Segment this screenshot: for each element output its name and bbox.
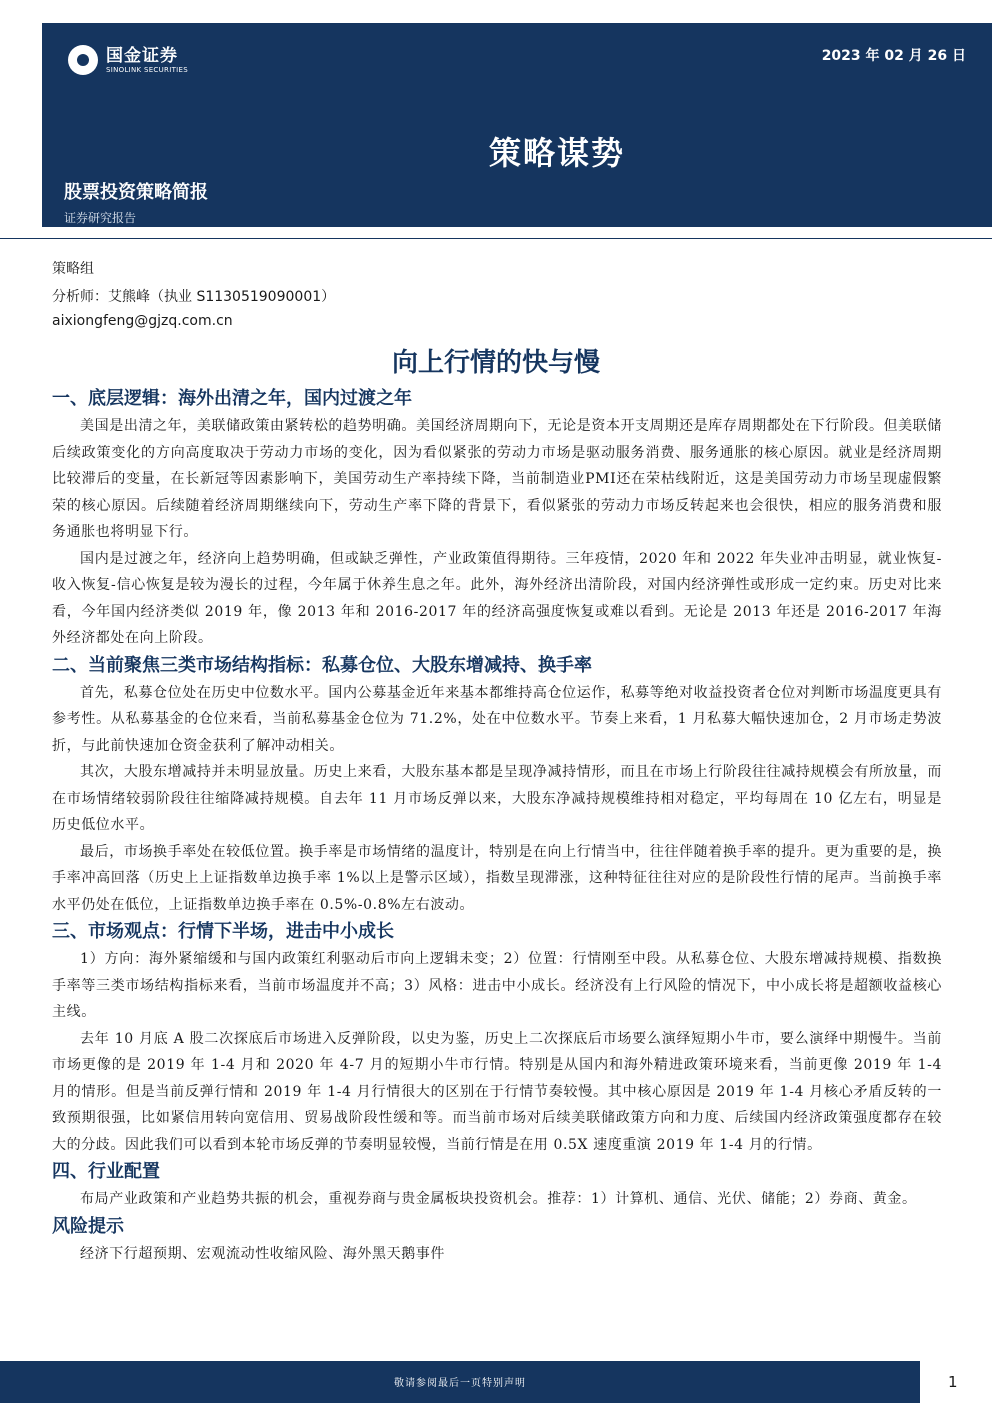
body-paragraph: 首先，私募仓位处在历史中位数水平。国内公募基金近年来基本都维持高仓位运作，私募等绝对收益投资者仓位对判断市场温度更具有参考性。从私募基金的仓位来看，当前私募基金仓位为 71.2%，处在中位数水平。节奏上来看，1 月私募大幅快速加仓，2 月市场走势波折，与此前快速加仓资金获利了解冲动相关。 [52, 684, 942, 754]
header-divider [0, 238, 992, 239]
analyst-info: 分析师：艾熊峰（执业 S1130519090001） [52, 289, 336, 305]
column-title: 策略谋势 [488, 134, 625, 172]
brand-logo-icon [68, 45, 98, 75]
report-series: 股票投资策略简报 [64, 182, 208, 203]
brand-name-en: SINOLINK SECURITIES [106, 65, 188, 74]
body-paragraph: 去年 10 月底 A 股二次探底后市场进入反弹阶段，以史为鉴，历史上二次探底后市场要么演绎短期小牛市，要么演绎中期慢牛。当前市场更像的是 2019 年 1-4 月和 2020 年 4-7 月的短期小牛市行情。特别是从国内和海外精进政策环境来看，当前更像 2019 年 1-4 月的情形。但是当前反弹行情和 2019 年 1-4 月行情很大的区别在于行情节奏较慢。其中核心原因是 2019 年 1-4 月核心矛盾反转的一致预期很强，比如紧信用转向宽信用、贸易战阶段性缓和等。而当前市场对后续美联储政策方向和力度、后续国内经济政策强度都存在较大的分歧。因此我们可以看到本轮市场反弹的节奏明显较慢，当前行情是在用 0.5X 速度重演 2019 年 1-4 月的行情。 [52, 1030, 942, 1153]
report-type: 证券研究报告 [64, 211, 137, 225]
body-paragraph: 1）方向：海外紧缩缓和与国内政策红利驱动后市向上逻辑未变；2）位置：行情刚至中段。从私募仓位、大股东增减持规模、指数换手率等三类市场结构指标来看，当前市场温度并不高；3）风格：进击中小成长。经济没有上行风险的情况下，中小成长将是超额收益核心主线。 [52, 951, 942, 1020]
brand-name-cn: 国金证券 [106, 45, 178, 66]
body-paragraph: 其次，大股东增减持并未明显放量。历史上来看，大股东基本都是呈现净减持情形，而且在市场上行阶段往往减持规模会有所放量，而在市场情绪较弱阶段往往缩降减持规模。自去年 11 月市场反弹以来，大股东净减持规模维持相对稳定，平均每周在 10 亿左右，明显是历史低位水平。 [52, 764, 942, 833]
risk-paragraph: 经济下行超预期、宏观流动性收缩风险、海外黑天鹅事件 [80, 1245, 445, 1262]
brand-logo [68, 45, 188, 75]
report-date: 2023 年 02 月 26 日 [821, 48, 966, 64]
section-heading: 二、当前聚焦三类市场结构指标：私募仓位、大股东增减持、换手率 [52, 654, 592, 676]
analyst-email[interactable]: aixiongfeng@gjzq.com.cn [52, 313, 233, 329]
body-paragraph: 美国是出清之年，美联储政策由紧转松的趋势明确。美国经济周期向下，无论是资本开支周期还是库存周期都处在下行阶段。但美联储后续政策变化的方向高度取决于劳动力市场的变化，因为看似紧张的劳动力市场是驱动服务消费、服务通胀的核心原因。就业是经济周期比较滞后的变量，在长新冠等因素影响下，美国劳动生产率持续下降，当前制造业PMI还在荣枯线附近，这是美国劳动力市场呈现虚假繁荣的核心原因。后续随着经济周期继续向下，劳动生产率下降的背景下，看似紧张的劳动力市场反转起来也会很快，相应的服务消费和服务通胀也将明显下行。 [52, 418, 942, 540]
team-label: 策略组 [52, 261, 94, 277]
report-body [52, 385, 942, 1267]
body-paragraph: 最后，市场换手率处在较低位置。换手率是市场情绪的温度计，特别是在向上行情当中，往往伴随着换手率的提升。更为重要的是，换手率冲高回落（历史上上证指数单边换手率 1%以上是警示区域），指数呈现滞涨，这种特征往往对应的是阶段性行情的尾声。当前换手率水平仍处在低位，上证指数单边换手率在 0.5%-0.8%左右波动。 [52, 843, 942, 913]
body-paragraph: 国内是过渡之年，经济向上趋势明确，但或缺乏弹性，产业政策值得期待。三年疫情，2020 年和 2022 年失业冲击明显，就业恢复-收入恢复-信心恢复是较为漫长的过程，今年属于休养生息之年。此外，海外经济出清阶段，对国内经济弹性或形成一定约束。历史对比来看，今年国内经济类似 2019 年，像 2013 年和 2016-2017 年的经济高强度恢复或难以看到。无论是 2013 年还是 2016-2017 年海外经济都处在向上阶段。 [52, 550, 942, 646]
report-header-banner [42, 23, 992, 227]
risk-heading: 风险提示 [52, 1215, 124, 1237]
disclaimer-note: 敬请参阅最后一页特别声明 [394, 1378, 526, 1389]
document-title: 向上行情的快与慢 [391, 348, 600, 378]
section-heading: 四、行业配置 [52, 1161, 160, 1182]
body-paragraph: 布局产业政策和产业趋势共振的机会，重视券商与贵金属板块投资机会。推荐：1）计算机、通信、光伏、储能；2）券商、黄金。 [80, 1191, 917, 1207]
footer-banner [0, 1361, 920, 1403]
section-heading: 三、市场观点：行情下半场，进击中小成长 [52, 921, 394, 942]
page-number: 1 [948, 1373, 958, 1391]
section-heading: 一、底层逻辑：海外出清之年，国内过渡之年 [52, 388, 412, 409]
